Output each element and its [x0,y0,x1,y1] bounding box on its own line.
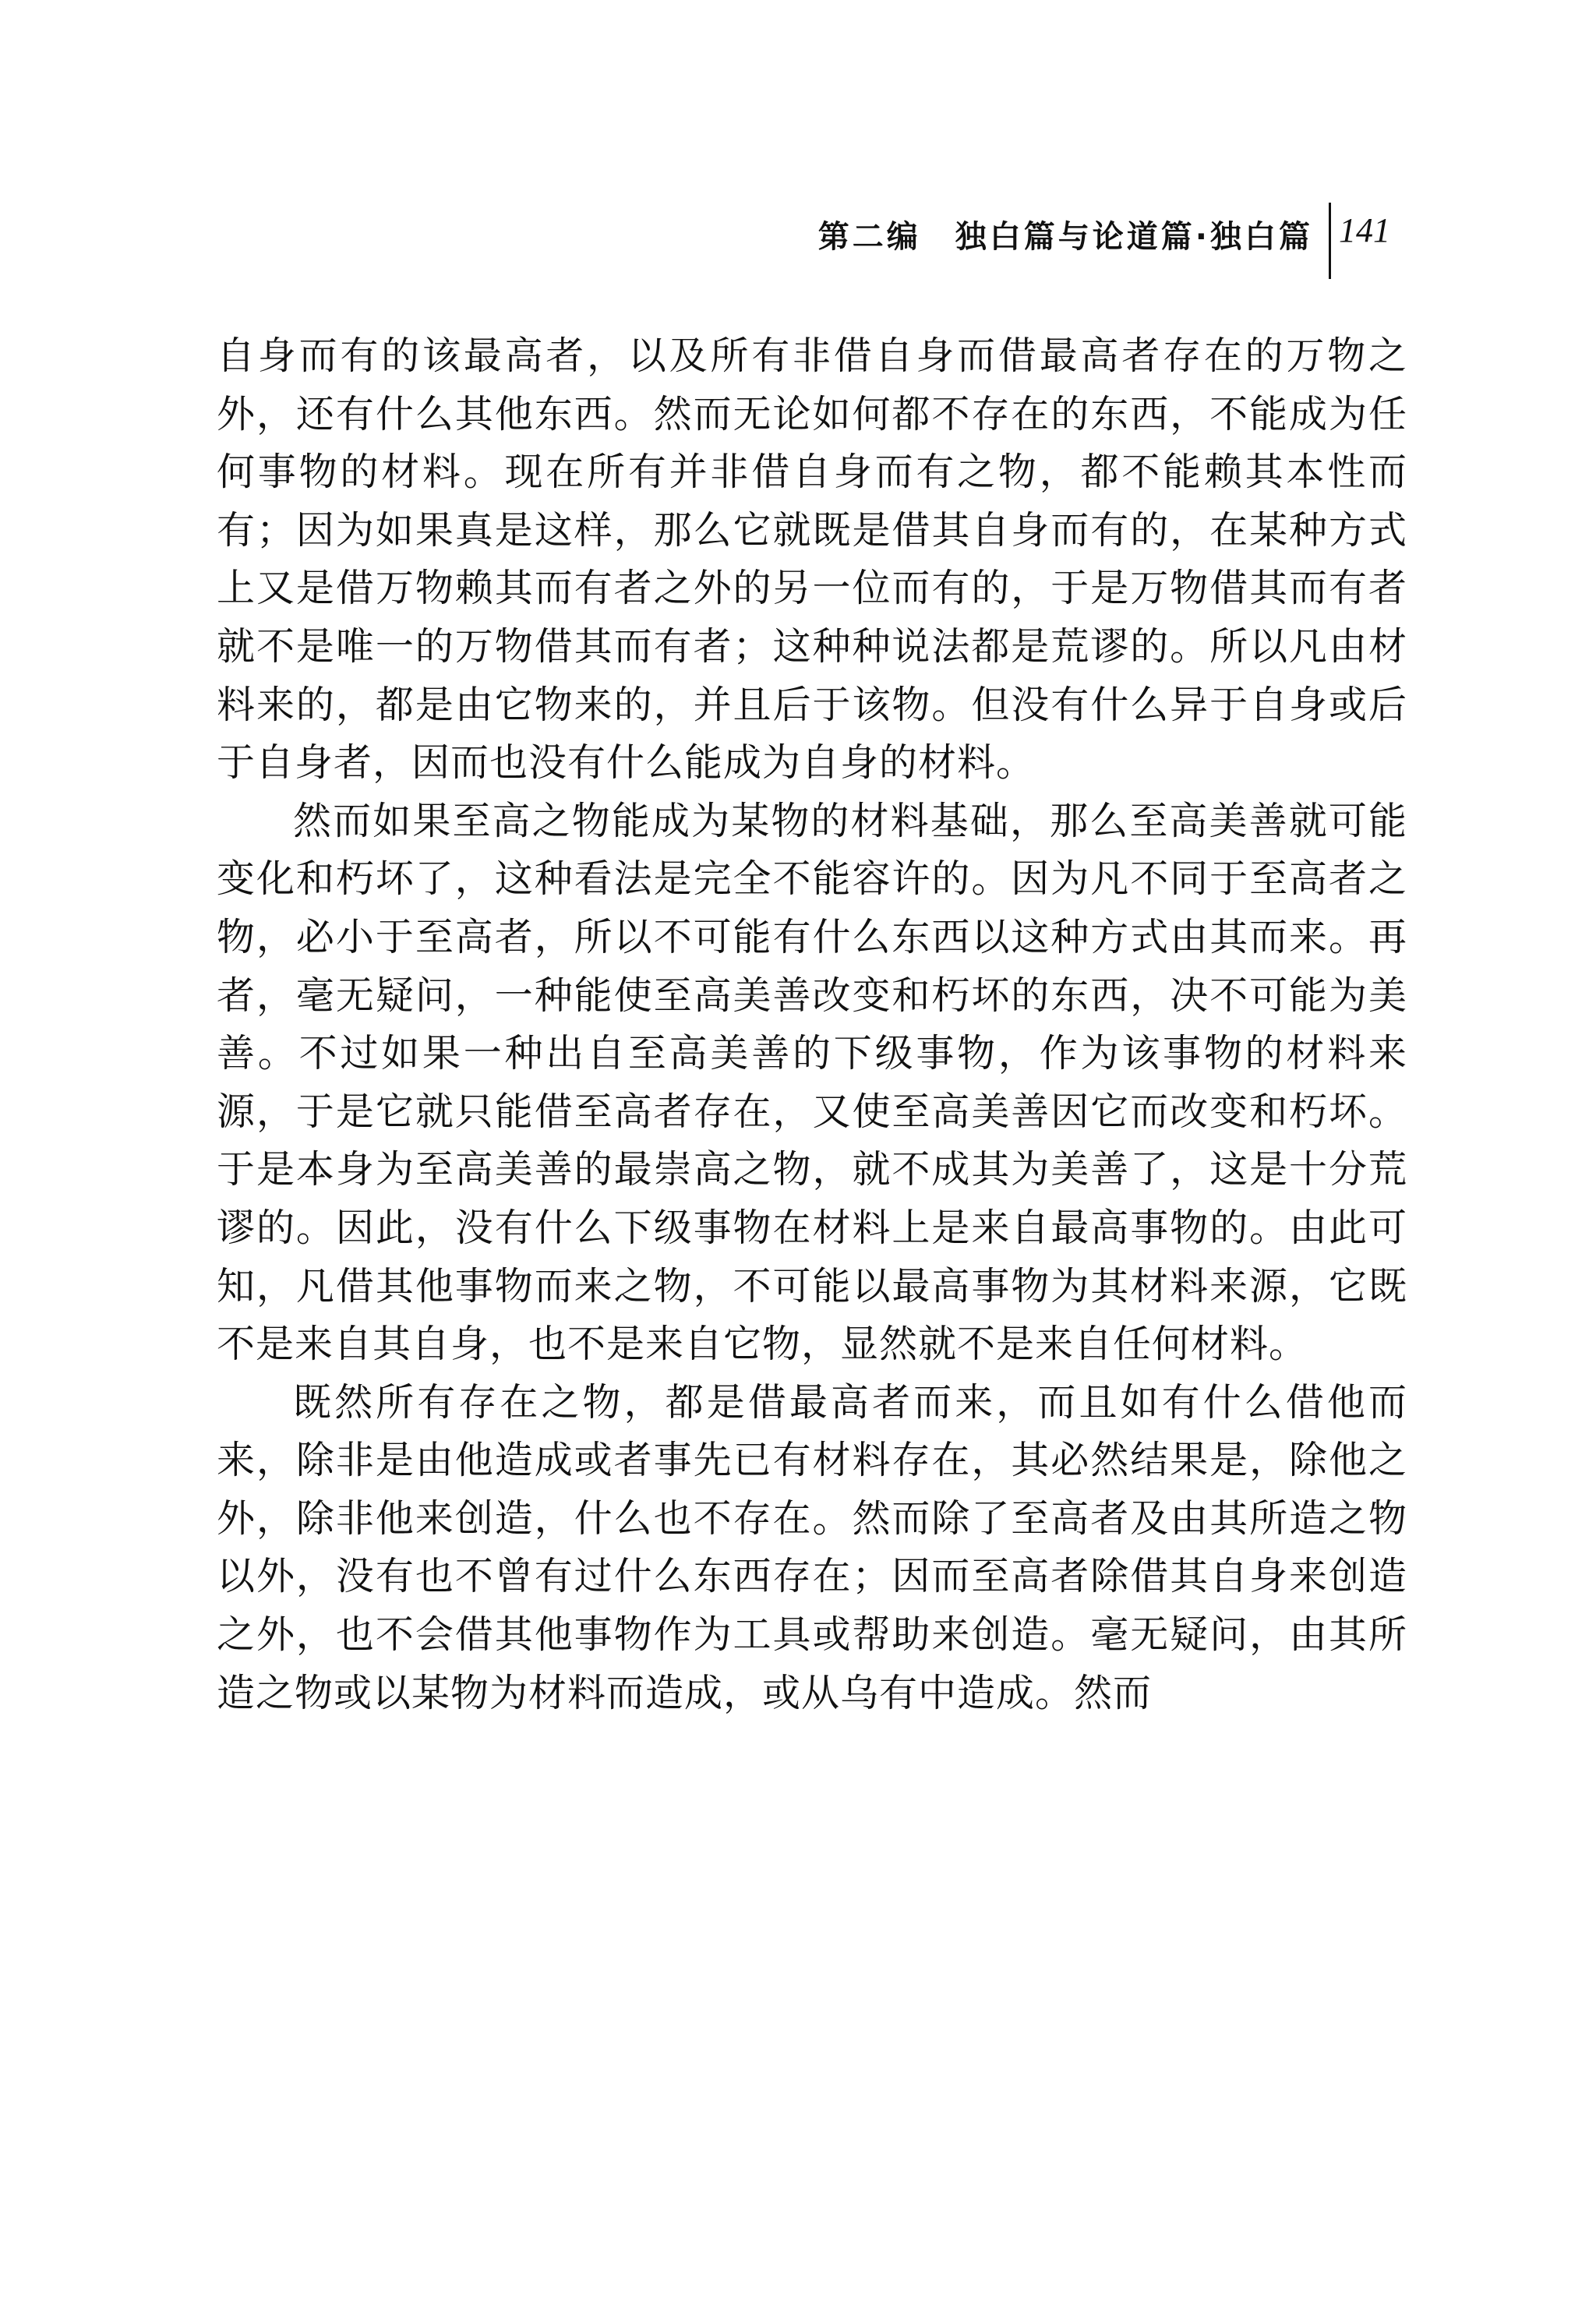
running-header [779,195,1403,281]
paragraph: 既然所有存在之物，都是借最高者而来，而且如有什么借他而来，除非是由他造成或者事先已有材料存在，其必然结果是，除他之外，除非他来创造，什么也不存在。然而除了至高者及由其所造之物以外，没有也不曾有过什么东西存在；因而至高者除借其自身来创造之外，也不会借其他事物作为工具或帮助来创造。毫无疑问，由其所造之物或以某物为材料而造成，或从乌有中造成。然而 [217,1379,1407,1715]
header-vertical-rule [1329,203,1331,279]
paragraph-continued: 自身而有的该最高者，以及所有非借自身而借最高者存在的万物之外，还有什么其他东西。然而无论如何都不存在的东西，不能成为任何事物的材料。现在所有并非借自身而有之物，都不能赖其本性而有；因为如果真是这样，那么它就既是借其自身而有的，在某种方式上又是借万物赖其而有者之外的另一位而有的，于是万物借其而有者就不是唯一的万物借其而有者；这种种说法都是荒谬的。所以凡由材料来的，都是由它物来的，并且后于该物。但没有什么异于自身或后于自身者，因而也没有什么能成为自身的材料。 [217,334,1407,786]
running-header-title: 第二编 独白篇与论道篇·独白篇 [817,219,1313,255]
body-text [217,327,1407,1722]
page-number: 141 [1339,211,1390,249]
paragraph: 然而如果至高之物能成为某物的材料基础，那么至高美善就可能变化和朽坏了，这种看法是完全不能容许的。因为凡不同于至高者之物，必小于至高者，所以不可能有什么东西以这种方式由其而来。再者，毫无疑问，一种能使至高美善改变和朽坏的东西，决不可能为美善。不过如果一种出自至高美善的下级事物，作为该事物的材料来源，于是它就只能借至高者存在，又使至高美善因它而改变和朽坏。于是本身为至高美善的最崇高之物，就不成其为美善了，这是十分荒谬的。因此，没有什么下级事物在材料上是来自最高事物的。由此可知，凡借其他事物而来之物，不可能以最高事物为其材料来源，它既不是来自其自身，也不是来自它物，显然就不是来自任何材料。 [217,798,1407,1367]
